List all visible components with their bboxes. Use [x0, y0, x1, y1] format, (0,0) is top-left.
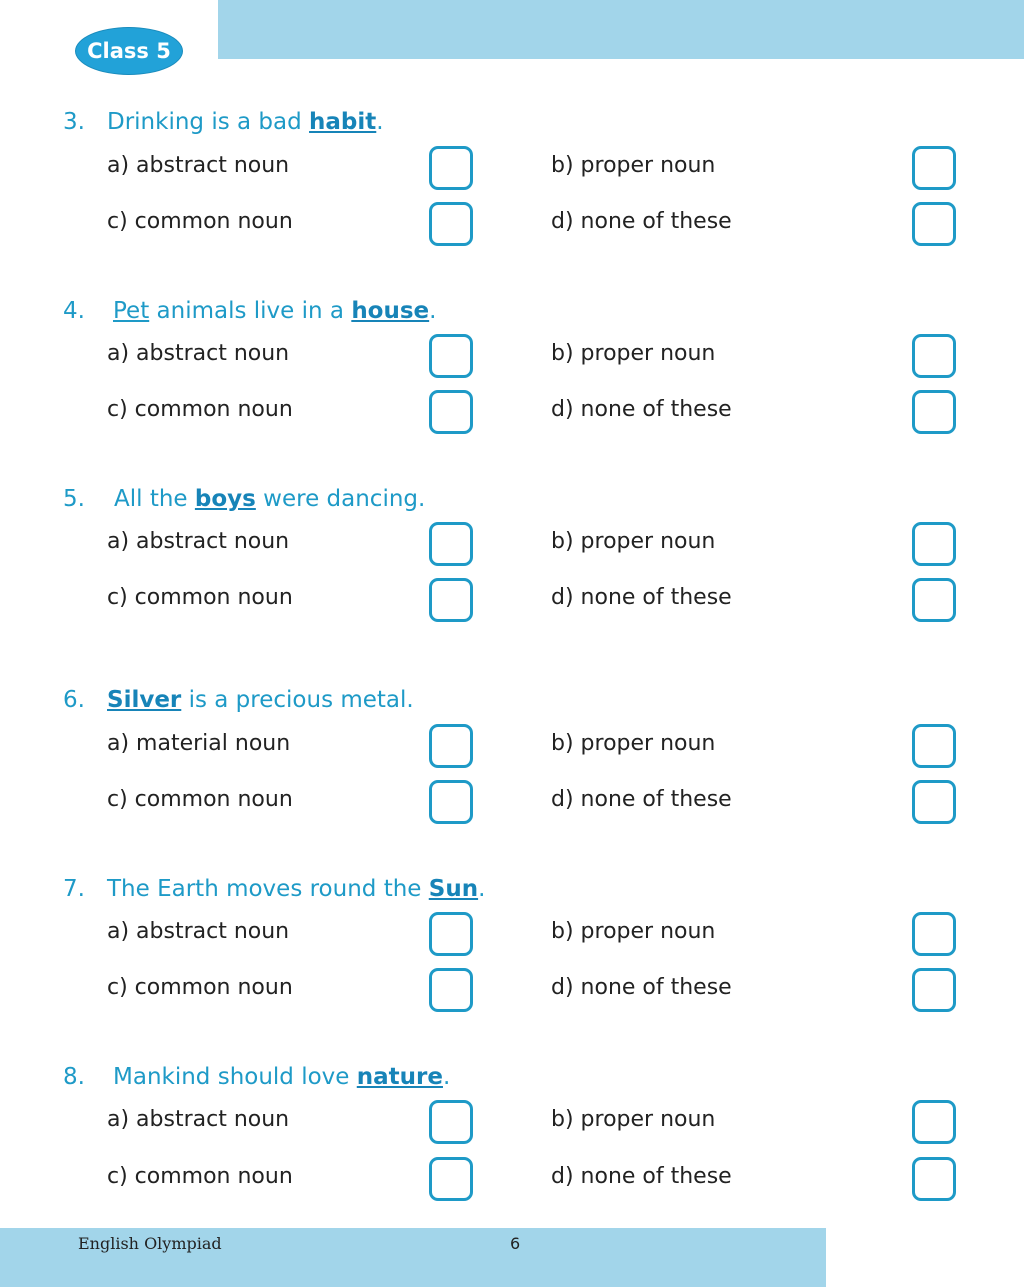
option-c-checkbox[interactable] — [429, 968, 473, 1012]
option-a-checkbox[interactable] — [429, 1100, 473, 1144]
option-c-checkbox[interactable] — [429, 390, 473, 434]
question-text: Drinking is a bad habit. — [107, 109, 384, 135]
option-b-checkbox[interactable] — [912, 334, 956, 378]
footer-brand: English Olympiad — [78, 1234, 222, 1253]
option-c-label: c) common noun — [107, 397, 293, 422]
option-d-checkbox[interactable] — [912, 780, 956, 824]
option-a-checkbox[interactable] — [429, 912, 473, 956]
question-text: All the boys were dancing. — [114, 486, 426, 512]
option-d-label: d) none of these — [551, 787, 732, 812]
option-a-label: a) abstract noun — [107, 529, 290, 554]
option-b-label: b) proper noun — [551, 341, 716, 366]
option-b-checkbox[interactable] — [912, 724, 956, 768]
question-text: Pet animals live in a house. — [113, 298, 437, 324]
option-a-checkbox[interactable] — [429, 724, 473, 768]
option-c-label: c) common noun — [107, 585, 293, 610]
question-number: 5. — [63, 486, 85, 512]
option-a-checkbox[interactable] — [429, 334, 473, 378]
option-b-label: b) proper noun — [551, 1107, 716, 1132]
footer-band — [0, 1228, 826, 1287]
question-keyword: Silver — [107, 687, 182, 713]
option-b-checkbox[interactable] — [912, 522, 956, 566]
option-c-label: c) common noun — [107, 1164, 293, 1189]
option-c-label: c) common noun — [107, 975, 293, 1000]
question-number: 6. — [63, 687, 85, 713]
question-number: 3. — [63, 109, 85, 135]
option-c-checkbox[interactable] — [429, 780, 473, 824]
page-number: 6 — [510, 1234, 521, 1253]
option-a-checkbox[interactable] — [429, 146, 473, 190]
option-b-checkbox[interactable] — [912, 912, 956, 956]
question-keyword: nature — [356, 1064, 443, 1090]
option-d-checkbox[interactable] — [912, 968, 956, 1012]
option-c-checkbox[interactable] — [429, 202, 473, 246]
option-b-label: b) proper noun — [551, 919, 716, 944]
question-text: Silver is a precious metal. — [107, 687, 414, 713]
question-keyword: Sun — [428, 876, 479, 902]
option-a-label: a) abstract noun — [107, 341, 290, 366]
option-a-label: a) abstract noun — [107, 1107, 290, 1132]
question-text: The Earth moves round the Sun. — [107, 876, 486, 902]
option-d-checkbox[interactable] — [912, 578, 956, 622]
question-number: 8. — [63, 1064, 85, 1090]
option-d-label: d) none of these — [551, 209, 732, 234]
option-d-checkbox[interactable] — [912, 1157, 956, 1201]
option-c-label: c) common noun — [107, 787, 293, 812]
option-b-label: b) proper noun — [551, 529, 716, 554]
option-d-label: d) none of these — [551, 397, 732, 422]
option-b-checkbox[interactable] — [912, 1100, 956, 1144]
option-a-checkbox[interactable] — [429, 522, 473, 566]
option-c-label: c) common noun — [107, 209, 293, 234]
question-keyword: house — [351, 298, 430, 324]
question-text: Mankind should love nature. — [113, 1064, 451, 1090]
option-b-label: b) proper noun — [551, 153, 716, 178]
question-number: 4. — [63, 298, 85, 324]
option-d-label: d) none of these — [551, 975, 732, 1000]
question-keyword: boys — [194, 486, 256, 512]
option-d-checkbox[interactable] — [912, 202, 956, 246]
option-b-checkbox[interactable] — [912, 146, 956, 190]
option-b-label: b) proper noun — [551, 731, 716, 756]
option-a-label: a) material noun — [107, 731, 291, 756]
option-c-checkbox[interactable] — [429, 1157, 473, 1201]
option-a-label: a) abstract noun — [107, 153, 290, 178]
option-a-label: a) abstract noun — [107, 919, 290, 944]
option-d-label: d) none of these — [551, 1164, 732, 1189]
option-c-checkbox[interactable] — [429, 578, 473, 622]
question-keyword: habit — [309, 109, 377, 135]
question-number: 7. — [63, 876, 85, 902]
class-badge: Class 5 — [75, 27, 183, 75]
option-d-checkbox[interactable] — [912, 390, 956, 434]
header-band — [218, 0, 1024, 59]
option-d-label: d) none of these — [551, 585, 732, 610]
